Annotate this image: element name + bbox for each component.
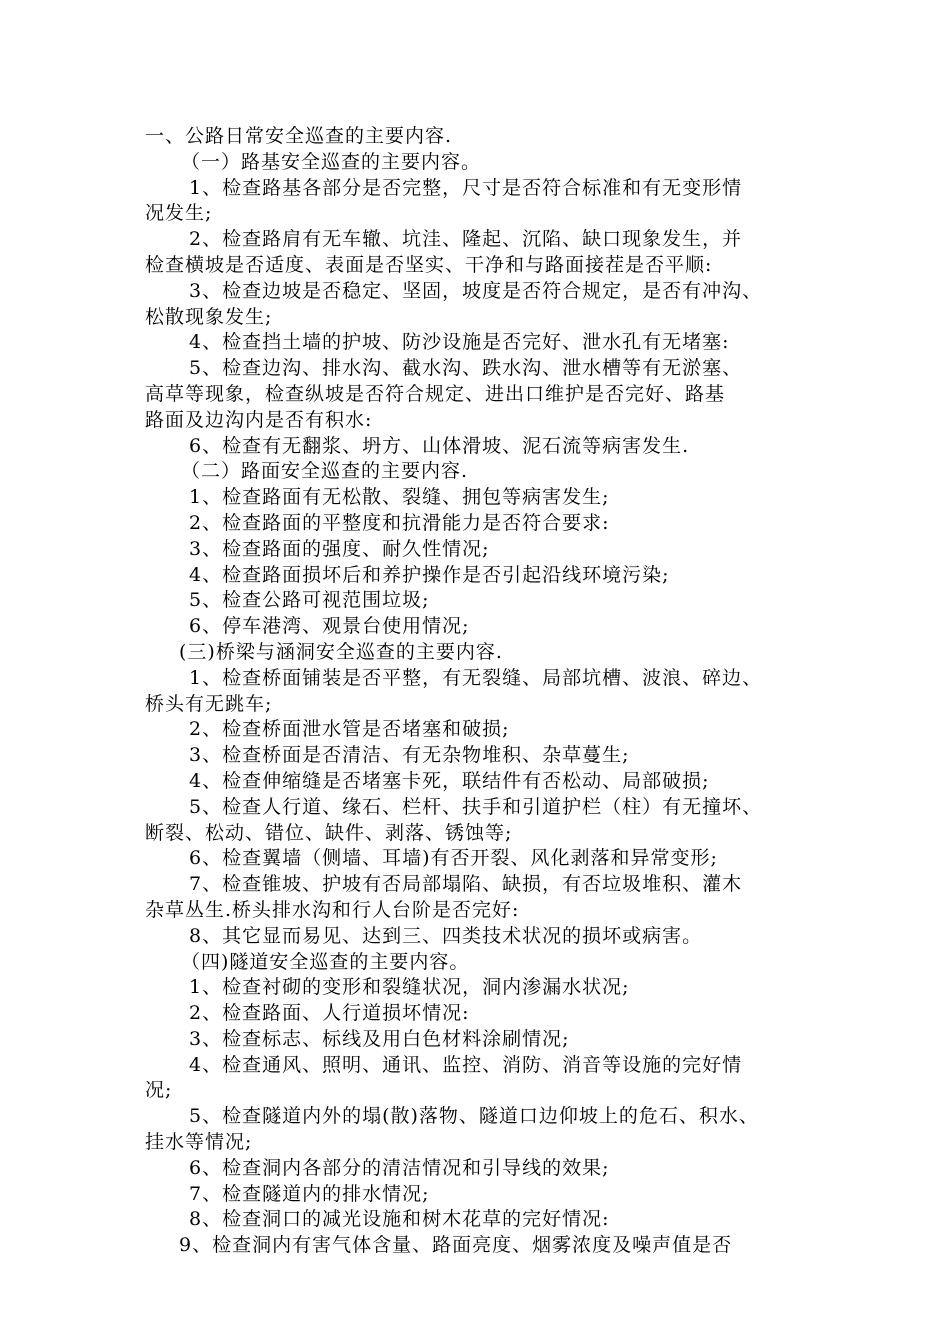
text-line: 1、检查衬砌的变形和裂缝状况，洞内渗漏水状况; — [189, 976, 630, 999]
text-line: 高草等现象，检查纵坡是否符合规定、进出口维护是否完好、路基 — [145, 382, 726, 405]
text-line: 7、检查锥坡、护坡有否局部塌陷、缺损，有否垃圾堆积、灌木 — [189, 873, 743, 896]
text-line: 4、检查路面损坏后和养护操作是否引起沿线环境污染; — [189, 563, 670, 586]
text-line: 检查横坡是否适度、表面是否坚实、干净和与路面接茬是否平顺: — [145, 253, 713, 276]
text-line: 4、检查挡土墙的护坡、防沙设施是否完好、泄水孔有无堵塞: — [189, 331, 730, 354]
text-line: 一、公路日常安全巡查的主要内容. — [145, 125, 453, 147]
text-line: 桥头有无跳车; — [145, 692, 273, 715]
text-line: 3、检查边坡是否稳定、坚固，坡度是否符合规定，是否有冲沟、 — [189, 279, 763, 302]
text-line: (三)桥梁与涵洞安全巡查的主要内容. — [179, 640, 503, 663]
text-line: 况; — [145, 1079, 173, 1102]
text-line: 况发生; — [145, 202, 213, 225]
text-line: 断裂、松动、错位、缺件、剥落、锈蚀等; — [145, 821, 513, 844]
text-line: （一）路基安全巡查的主要内容。 — [181, 150, 482, 173]
text-line: 2、检查路面的平整度和抗滑能力是否符合要求: — [189, 511, 610, 534]
text-line: 4、检查通风、照明、通讯、监控、消防、消音等设施的完好情 — [189, 1053, 743, 1076]
text-line: 6、检查有无翻浆、坍方、山体滑坡、泥石流等病害发生. — [189, 434, 690, 457]
text-line: 2、检查路肩有无车辙、坑洼、隆起、沉陷、缺口现象发生，并 — [189, 228, 743, 251]
text-line: （四)隧道安全巡查的主要内容。 — [181, 950, 470, 973]
document-body — [145, 124, 825, 1259]
text-line: 8、其它显而易见、达到三、四类技术状况的损坏或病害。 — [189, 924, 703, 947]
text-line: 3、检查桥面是否清洁、有无杂物堆积、杂草蔓生; — [189, 744, 630, 767]
text-line: （二）路面安全巡查的主要内容. — [181, 460, 469, 483]
text-line: 2、检查桥面泄水管是否堵塞和破损; — [189, 718, 510, 741]
text-line: 5、检查边沟、排水沟、截水沟、跌水沟、泄水槽等有无淤塞、 — [189, 357, 743, 380]
text-line: 4、检查伸缩缝是否堵塞卡死，联结件有否松动、局部破损; — [189, 769, 710, 792]
text-line: 7、检查隧道内的排水情况; — [189, 1182, 430, 1205]
text-line: 8、检查洞口的减光设施和树木花草的完好情况: — [189, 1208, 610, 1231]
text-line: 3、检查标志、标线及用白色材料涂刷情况; — [189, 1027, 570, 1050]
text-line: 9、检查洞内有害气体含量、路面亮度、烟雾浓度及噪声值是否 — [179, 1234, 733, 1257]
text-line: 5、检查隧道内外的塌(散)落物、隧道口边仰坡上的危石、积水、 — [189, 1105, 759, 1128]
text-line: 6、检查翼墙（侧墙、耳墙)有否开裂、风化剥落和异常变形; — [189, 847, 718, 870]
text-line: 路面及边沟内是否有积水: — [145, 408, 373, 431]
text-line: 6、停车港湾、观景台使用情况; — [189, 615, 470, 638]
text-line: 1、检查桥面铺装是否平整，有无裂缝、局部坑槽、波浪、碎边、 — [189, 666, 763, 689]
text-line: 3、检查路面的强度、耐久性情况; — [189, 537, 490, 560]
text-line: 1、检查路基各部分是否完整，尺寸是否符合标准和有无变形情 — [189, 176, 743, 199]
text-line: 5、检查公路可视范围垃圾; — [189, 589, 430, 612]
text-line: 1、检查路面有无松散、裂缝、拥包等病害发生; — [189, 486, 610, 509]
text-line: 杂草丛生.桥头排水沟和行人台阶是否完好: — [145, 898, 520, 921]
text-line: 5、检查人行道、缘石、栏杆、扶手和引道护栏（柱）有无撞坏、 — [189, 795, 763, 818]
text-line: 松散现象发生; — [145, 305, 273, 328]
text-line: 6、检查洞内各部分的清洁情况和引导线的效果; — [189, 1156, 610, 1179]
text-line: 2、检查路面、人行道损坏情况: — [189, 1002, 470, 1025]
text-line: 挂水等情况; — [145, 1131, 253, 1154]
